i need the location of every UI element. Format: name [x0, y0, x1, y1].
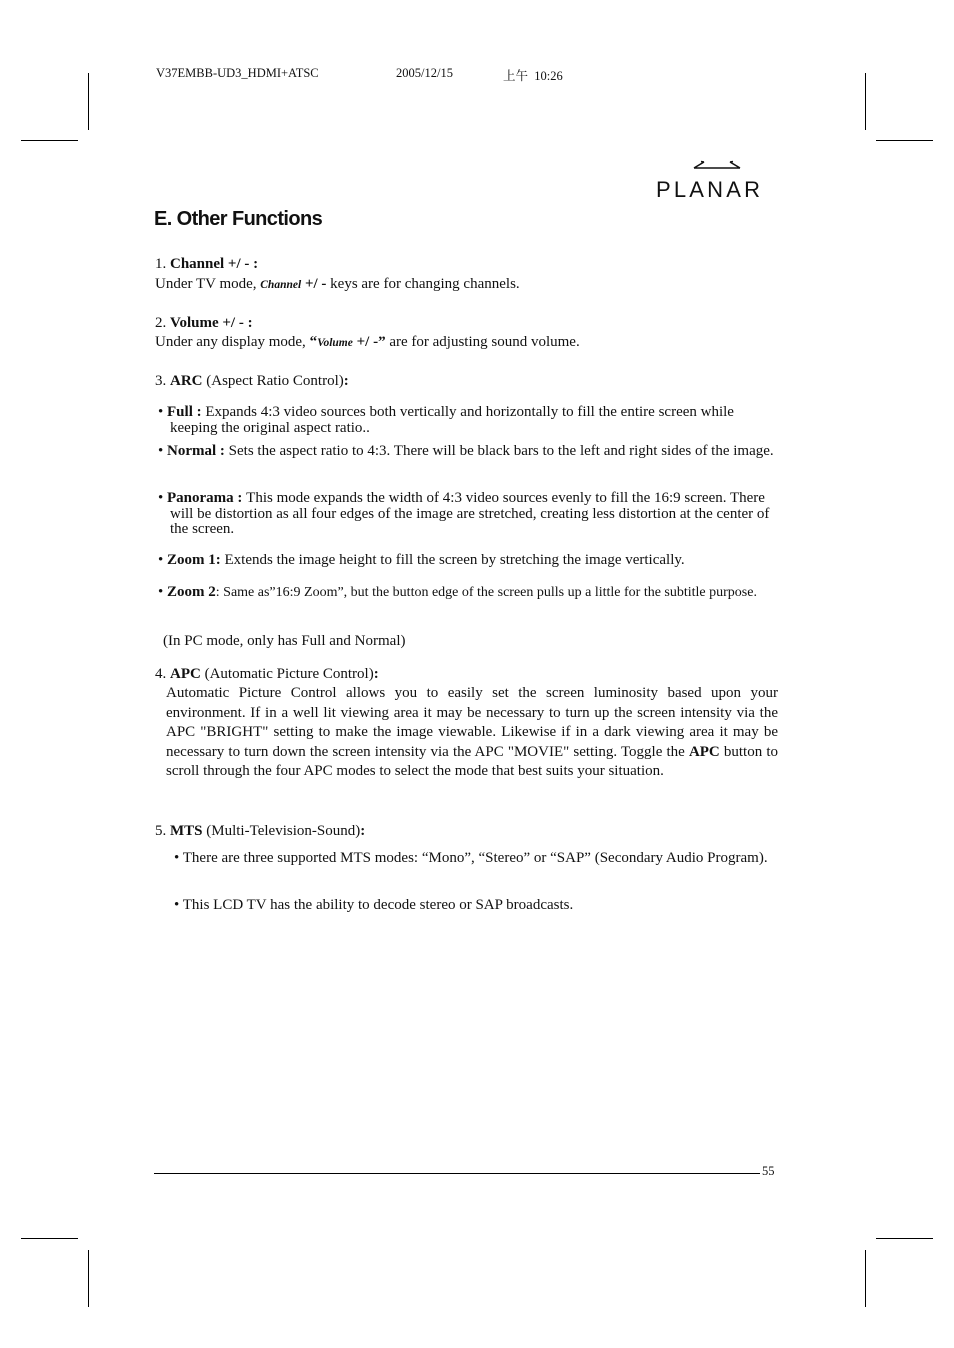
section-title: E. Other Functions	[154, 208, 323, 230]
paragraph-text: Automatic Picture Control allows you to easily set the screen luminosity based upon your environment. If in a well lit viewing area it may be necessary to turn up the screen intensity via the APC "BRIGHT" setting to make the image viewable. Likewise if in a dark viewing area it may be necessary to turn down the screen intensity via the APC "MOVIE" setting. Toggle the	[166, 685, 778, 760]
desc-text: Under TV mode,	[155, 276, 261, 292]
bullet-glyph: •	[174, 897, 180, 913]
bullet-glyph: •	[158, 490, 164, 506]
item-number: 2.	[155, 315, 170, 331]
arc-option-zoom2	[158, 585, 778, 601]
item-label: Volume +/ - :	[170, 315, 253, 331]
item-apc-heading	[155, 665, 379, 683]
key-suffix: +/ -”	[352, 334, 386, 350]
option-name: Normal :	[167, 443, 229, 459]
desc-text: Under any display mode,	[155, 334, 310, 350]
bullet-text: This LCD TV has the ability to decode stereo or SAP broadcasts.	[182, 897, 574, 913]
option-name: Zoom 1:	[167, 552, 225, 568]
apc-paragraph	[166, 684, 778, 782]
item-mts-heading	[155, 822, 365, 840]
crop-mark	[88, 73, 89, 130]
item-colon: :	[343, 373, 349, 389]
footer-rule	[154, 1173, 760, 1174]
item-number: 4.	[155, 666, 170, 682]
planar-logo	[654, 160, 780, 202]
crop-mark	[21, 140, 78, 141]
arc-option-full	[158, 405, 778, 436]
header-date: 2005/12/15	[396, 66, 453, 80]
option-name: Panorama :	[167, 490, 247, 506]
key-name: Channel	[260, 279, 302, 291]
item-desc: (Automatic Picture Control)	[200, 666, 374, 682]
item-desc: (Aspect Ratio Control)	[202, 373, 344, 389]
option-name: Full :	[167, 404, 206, 420]
mts-bullet	[174, 848, 774, 868]
quote-mark: “	[309, 334, 318, 350]
item-arc-heading	[155, 372, 349, 390]
option-text: : Same as”16:9 Zoom”, but the button edge of the screen pulls up a little for the subtitle purpose.	[215, 585, 757, 600]
item-label: MTS	[170, 823, 203, 839]
bullet-glyph: •	[174, 850, 180, 866]
item-colon: :	[373, 666, 379, 682]
planar-logo-mark	[654, 160, 780, 202]
bullet-glyph: •	[158, 552, 164, 568]
item-volume-heading	[155, 314, 253, 332]
crop-mark	[865, 1250, 866, 1307]
item-label: APC	[170, 666, 201, 682]
crop-mark	[876, 1238, 933, 1239]
item-desc: (Multi-Television-Sound)	[202, 823, 361, 839]
arc-option-panorama	[158, 491, 778, 538]
arc-option-normal	[158, 444, 778, 460]
header-file-name: V37EMBB-UD3_HDMI+ATSC	[156, 66, 319, 80]
page-number: 55	[762, 1164, 775, 1178]
header-time: 上午 10:26	[503, 69, 563, 83]
item-colon: :	[360, 823, 366, 839]
key-suffix: +/ -	[301, 276, 331, 292]
option-name: Zoom 2	[167, 584, 216, 600]
item-number: 3.	[155, 373, 170, 389]
option-text: Expands 4:3 video sources both vertically and horizontally to fill the entire screen while keeping the original aspect ratio..	[170, 404, 734, 436]
arc-option-zoom1	[158, 553, 778, 569]
desc-text: keys are for changing channels.	[330, 276, 520, 292]
option-text: Sets the aspect ratio to 4:3. There will be black bars to the left and right sides of the image.	[228, 443, 774, 459]
arc-pc-note: (In PC mode, only has Full and Normal)	[163, 633, 406, 649]
option-text: This mode expands the width of 4:3 video sources evenly to fill the 16:9 screen. There will be distortion as all four edges of the image are stretched, creating less distortion at the center of the screen.	[170, 490, 770, 537]
desc-text: are for adjusting sound volume.	[385, 334, 580, 350]
crop-mark	[876, 140, 933, 141]
planar-logo-text: PLANAR	[656, 177, 764, 202]
mts-bullet	[174, 895, 774, 915]
item-number: 5.	[155, 823, 170, 839]
item-label: Channel +/ - :	[170, 256, 259, 272]
bullet-text: There are three supported MTS modes: “Mono”, “Stereo” or “SAP” (Secondary Audio Program).	[182, 850, 768, 866]
item-volume-desc	[155, 333, 580, 352]
item-channel-heading	[155, 255, 258, 273]
item-number: 1.	[155, 256, 170, 272]
option-text: Extends the image height to fill the screen by stretching the image vertically.	[224, 552, 685, 568]
crop-mark	[865, 73, 866, 130]
crop-mark	[21, 1238, 78, 1239]
bullet-glyph: •	[158, 404, 164, 420]
paragraph-text: button to scroll through the four APC modes to select the mode that best suits your situation.	[166, 743, 778, 779]
bullet-glyph: •	[158, 584, 164, 600]
item-channel-desc	[155, 275, 520, 294]
apc-key: APC	[688, 743, 720, 760]
bullet-glyph: •	[158, 443, 164, 459]
item-label: ARC	[170, 373, 203, 389]
crop-mark	[88, 1250, 89, 1307]
key-name: Volume	[317, 337, 353, 349]
